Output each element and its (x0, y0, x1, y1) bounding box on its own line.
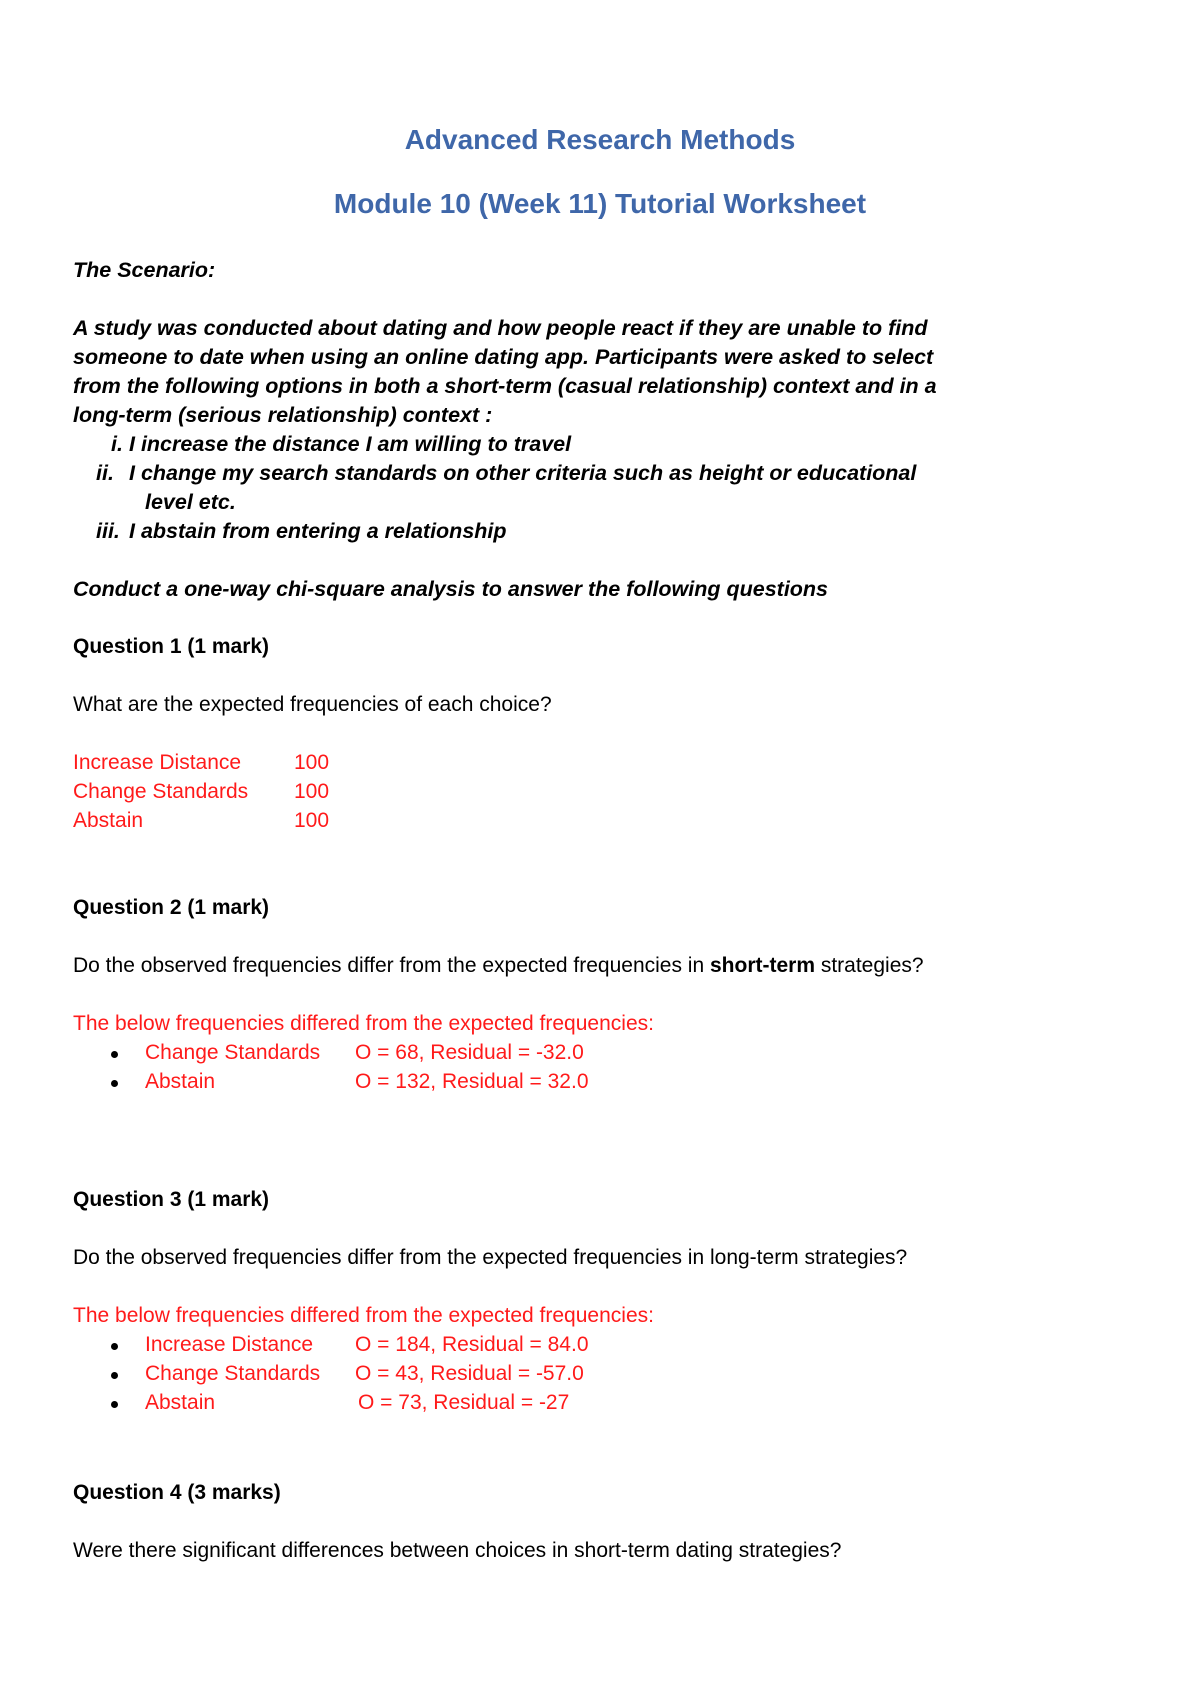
bullet-stats: O = 132, Residual = 32.0 (355, 1070, 589, 1093)
answer-label: Abstain (73, 809, 144, 832)
question-3-title: Question 3 (1 mark) (73, 1188, 270, 1211)
bullet-icon (111, 1080, 118, 1087)
bullet-label: Change Standards (145, 1362, 321, 1385)
option-text: I increase the distance I am willing to travel (129, 432, 572, 456)
question-4-title: Question 4 (3 marks) (73, 1481, 281, 1504)
scenario-line: someone to date when using an online dating app. Participants were asked to select (73, 345, 934, 369)
answer-label: Change Standards (73, 780, 249, 803)
answer-value: 100 (294, 751, 330, 774)
question-3-prompt: Do the observed frequencies differ from the expected frequencies in long-term strategies? (73, 1246, 908, 1269)
question-2-answer-intro: The below frequencies differed from the expected frequencies: (73, 1012, 654, 1035)
instruction-text: Conduct a one-way chi-square analysis to answer the following questions (73, 577, 829, 601)
bullet-label: Abstain (145, 1391, 216, 1414)
emphasis-short-term: short-term (709, 954, 815, 977)
option-text: I change my search standards on other criteria such as height or educational (129, 461, 917, 485)
scenario-heading: The Scenario: (73, 258, 216, 282)
bullet-label: Increase Distance (145, 1333, 314, 1356)
bullet-stats: O = 43, Residual = -57.0 (355, 1362, 584, 1385)
document-title: Advanced Research Methods (404, 124, 796, 155)
bullet-stats: O = 68, Residual = -32.0 (355, 1041, 584, 1064)
question-2-prompt: Do the observed frequencies differ from the expected frequencies in short-term strategies? (73, 954, 924, 977)
option-number: iii. (96, 519, 120, 543)
bullet-stats: O = 73, Residual = -27 (358, 1391, 570, 1414)
answer-value: 100 (294, 780, 330, 803)
option-continuation: level etc. (145, 490, 236, 514)
question-1-title: Question 1 (1 mark) (73, 635, 270, 658)
document-subtitle: Module 10 (Week 11) Tutorial Worksheet (333, 188, 867, 219)
bullet-icon (111, 1401, 118, 1408)
scenario-line: long-term (serious relationship) context : (73, 403, 493, 427)
bullet-icon (111, 1051, 118, 1058)
question-2-title: Question 2 (1 mark) (73, 896, 270, 919)
option-number: ii. (96, 461, 114, 485)
scenario-line: A study was conducted about dating and how people react if they are unable to find (73, 316, 928, 340)
bullet-label: Abstain (145, 1070, 216, 1093)
answer-value: 100 (294, 809, 330, 832)
answer-label: Increase Distance (73, 751, 242, 774)
question-4-prompt: Were there significant differences between choices in short-term dating strategies? (73, 1539, 842, 1562)
option-text: I abstain from entering a relationship (129, 519, 507, 543)
scenario-line: from the following options in both a short-term (casual relationship) context and in a (73, 374, 937, 398)
bullet-label: Change Standards (145, 1041, 321, 1064)
option-number: i. (111, 432, 123, 456)
question-3-answer-intro: The below frequencies differed from the expected frequencies: (73, 1304, 654, 1327)
bullet-stats: O = 184, Residual = 84.0 (355, 1333, 589, 1356)
question-1-prompt: What are the expected frequencies of each choice? (73, 693, 552, 716)
bullet-icon (111, 1343, 118, 1350)
bullet-icon (111, 1372, 118, 1379)
